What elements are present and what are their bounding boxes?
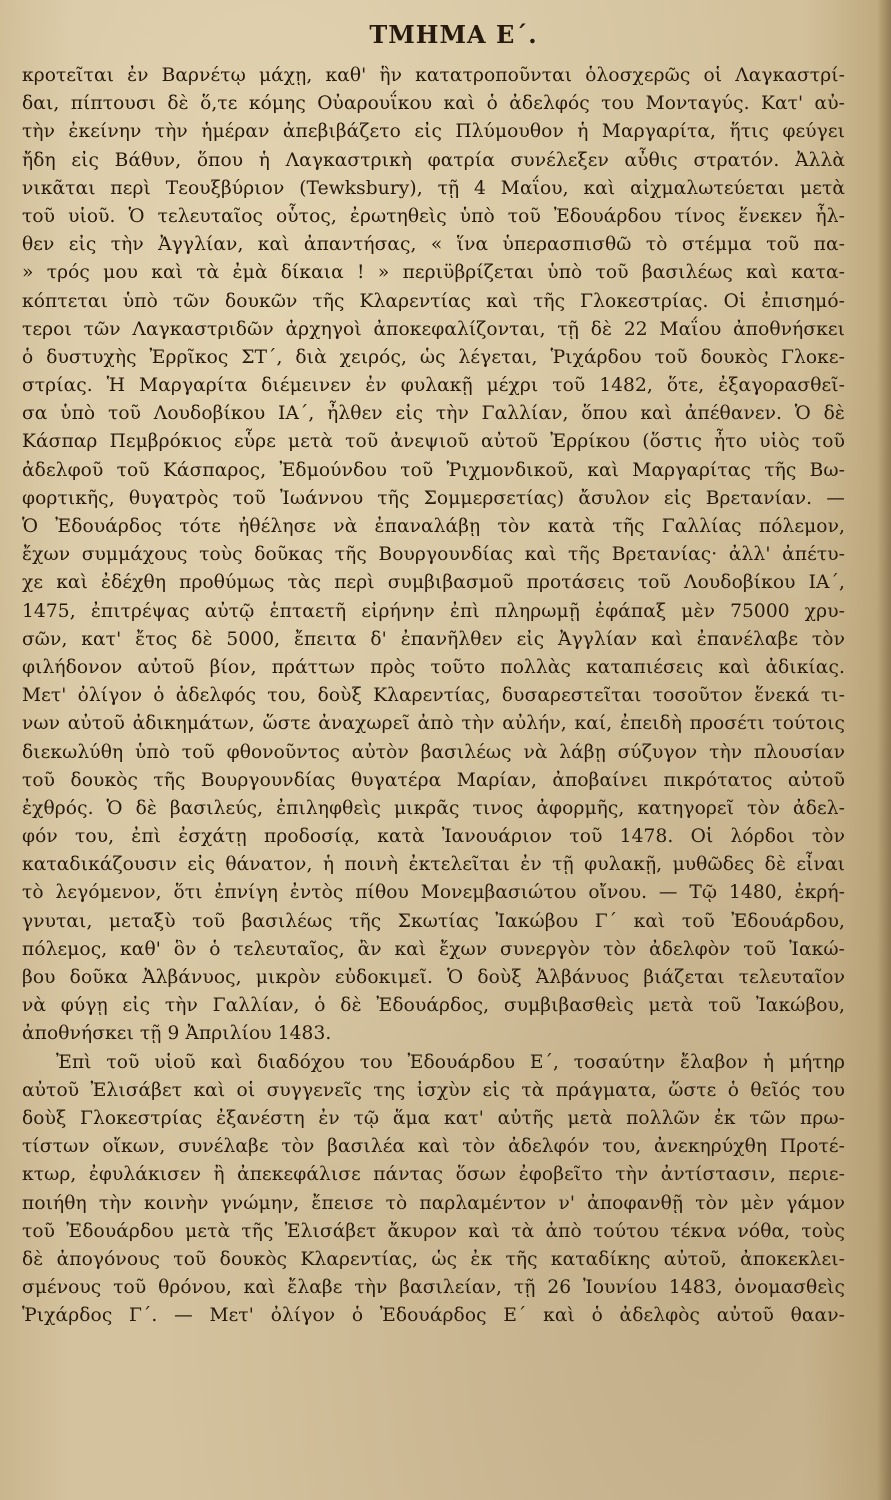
text-line: Ῥιχάρδος Γ΄. — Μετ' ὀλίγον ὁ Ἐδουάρδος Ε΄ καὶ ὁ ἀδελφὸς αὐτοῦ θααν- [22,1305,845,1327]
text-line: σα ὑπὸ τοῦ Λουδοβίκου ΙΑ΄, ἦλθεν εἰς τὴν Γαλλίαν, ὅπου καὶ ἀπέθανεν. Ὁ δὲ [22,403,845,425]
text-line: δὲ ἀπογόνους τοῦ δουκὸς Κλαρεντίας, ὡς ἐκ τῆς καταδίκης αὐτοῦ, ἀποκεκλει- [22,1248,845,1270]
text-line: αὐτοῦ Ἐλισάβετ καὶ οἱ συγγενεῖς της ἰσχὺν εἰς τὰ πράγματα, ὥστε ὁ θεῖός του [22,1079,845,1101]
text-line: σῶν, κατ' ἔτος δὲ 5000, ἔπειτα δ' ἐπανῆλθεν εἰς Ἀγγλίαν καὶ ἐπανέλαβε τὸν [22,628,845,650]
body-text [22,62,845,1330]
text-line: σμένους τοῦ θρόνου, καὶ ἔλαβε τὴν βασιλείαν, τῇ 26 Ἰουνίου 1483, ὀνομασθεὶς [22,1277,845,1299]
text-line: διεκωλύθη ὑπὸ τοῦ φθονοῦντος αὐτὸν βασιλέως νὰ λάβῃ σύζυγον τὴν πλουσίαν [22,741,845,763]
text-line: νων αὐτοῦ ἀδικημάτων, ὥστε ἀναχωρεῖ ἀπὸ τὴν αὐλήν, καί, ἐπειδὴ προσέτι τούτοις [22,713,845,735]
text-line: » τρός μου καὶ τὰ ἐμὰ δίκαια ! » περιϋβρίζεται ὑπὸ τοῦ βασιλέως καὶ κατα- [22,262,845,284]
text-line: θεν εἰς τὴν Ἀγγλίαν, καὶ ἀπαντήσας, « ἵνα ὑπερασπισθῶ τὸ στέμμα τοῦ πα- [22,234,845,256]
text-line: φόν του, ἐπὶ ἐσχάτῃ προδοσίᾳ, κατὰ Ἰανουάριον τοῦ 1478. Οἱ λόρδοι τὸν [22,826,845,848]
text-line: νικᾶται περὶ Τεουξβύριον (Tewksbury), τῇ 4 Μαΐου, καὶ αἰχμαλωτεύεται μετὰ [22,177,845,199]
text-line: ἀποθνήσκει τῇ 9 Ἀπριλίου 1483. [22,1023,332,1045]
text-line: τεροι τῶν Λαγκαστριδῶν ἀρχηγοὶ ἀποκεφαλίζονται, τῇ δὲ 22 Μαΐου ἀποθνήσκει [22,318,845,340]
section-heading: ΤΜΗΜΑ Ε΄. [369,20,538,49]
text-line: ἔχων συμμάχους τοὺς δοῦκας τῆς Βουργουνδίας καὶ τῆς Βρετανίας· ἀλλ' ἀπέτυ- [22,544,845,566]
text-line: κροτεῖται ἐν Βαρνέτῳ μάχῃ, καθ' ἣν κατατροποῦνται ὁλοσχερῶς οἱ Λαγκαστρί- [22,65,845,86]
text-line: 1475, ἐπιτρέψας αὐτῷ ἑπταετῆ εἰρήνην ἐπὶ πληρωμῇ ἐφάπαξ μὲν 75000 χρυ- [22,600,845,622]
text-line: γνυται, μεταξὺ τοῦ βασιλέως τῆς Σκωτίας Ἰακώβου Γ΄ καὶ τοῦ Ἐδουάρδου, [22,910,845,932]
text-line: τὸ λεγόμενον, ὅτι ἐπνίγη ἐντὸς πίθου Μονεμβασιώτου οἴνου. — Τῷ 1480, ἐκρή- [22,882,845,904]
text-line: ὁ δυστυχὴς Ἐρρῖκος ΣΤ΄, διὰ χειρός, ὡς λέγεται, Ῥιχάρδου τοῦ δουκὸς Γλοκε- [22,346,845,368]
text-line: φιλήδονον αὐτοῦ βίον, πράττων πρὸς τοῦτο πολλὰς καταπιέσεις καὶ ἀδικίας. [22,656,845,678]
paragraph [22,1049,845,1331]
text-line: καταδικάζουσιν εἰς θάνατον, ἡ ποινὴ ἐκτελεῖται ἐν τῇ φυλακῇ, μυθῶδες δὲ εἶναι [22,854,845,876]
text-line: νὰ φύγῃ εἰς τὴν Γαλλίαν, ὁ δὲ Ἐδουάρδος, συμβιβασθεὶς μετὰ τοῦ Ἰακώβου, [22,995,845,1017]
text-line: δαι, πίπτουσι δὲ ὅ,τε κόμης Οὐαρουΐκου καὶ ὁ ἀδελφός του Μονταγύς. Κατ' αὐ- [22,93,845,115]
text-line: ἀδελφοῦ τοῦ Κάσπαρος, Ἐδμούνδου τοῦ Ῥιχμονδικοῦ, καὶ Μαργαρίτας τῆς Βω- [22,459,845,481]
text-line: ἐχθρός. Ὁ δὲ βασιλεύς, ἐπιληφθεὶς μικρᾶς τινος ἀφορμῆς, κατηγορεῖ τὸν ἀδελ- [22,797,845,819]
text-line: πόλεμος, καθ' ὃν ὁ τελευταῖος, ἂν καὶ ἔχων συνεργὸν τὸν ἀδελφὸν τοῦ Ἰακώ- [22,938,845,960]
text-line: φορτικῆς, θυγατρὸς τοῦ Ἰωάννου τῆς Σομμερσετίας) ἄσυλον εἰς Βρετανίαν. — [22,487,845,509]
page-edge-shadow [877,0,891,1500]
text-line: τοῦ δουκὸς τῆς Βουργουνδίας θυγατέρα Μαρίαν, ἀποβαίνει πικρότατος αὐτοῦ [22,769,845,791]
text-line: τοῦ Ἐδουάρδου μετὰ τῆς Ἐλισάβετ ἄκυρον καὶ τὰ ἀπὸ τούτου τέκνα νόθα, τοὺς [22,1220,845,1242]
text-line: Ὁ Ἐδουάρδος τότε ἠθέλησε νὰ ἐπαναλάβῃ τὸν κατὰ τῆς Γαλλίας πόλεμον, [22,516,845,537]
text-line: χε καὶ ἐδέχθη προθύμως τὰς περὶ συμβιβασμοῦ προτάσεις τοῦ Λουδοβίκου ΙΑ΄, [22,572,845,594]
text-line: κτωρ, ἐφυλάκισεν ἢ ἀπεκεφάλισε πάντας ὅσων ἐφοβεῖτο τὴν ἀντίστασιν, περιε- [22,1164,845,1186]
text-line: βου δοῦκα Ἀλβάνυος, μικρὸν εὐδοκιμεῖ. Ὁ δοὺξ Ἀλβάνυος βιάζεται τελευταῖον [22,967,845,988]
text-line: τὴν ἐκείνην τὴν ἡμέραν ἀπεβιβάζετο εἰς Πλύμουθον ἡ Μαργαρίτα, ἥτις φεύγει [22,121,845,143]
text-line: ἤδη εἰς Βάθυν, ὅπου ἡ Λαγκαστρικὴ φατρία συνέλεξεν αὖθις στρατόν. Ἀλλὰ [22,149,845,171]
text-line: κόπτεται ὑπὸ τῶν δουκῶν τῆς Κλαρεντίας καὶ τῆς Γλοκεστρίας. Οἱ ἐπισημό- [22,290,845,312]
text-line: τοῦ υἱοῦ. Ὁ τελευταῖος οὗτος, ἐρωτηθεὶς ὑπὸ τοῦ Ἐδουάρδου τίνος ἕνεκεν ἦλ- [22,205,845,227]
paragraph [22,62,845,1049]
text-line: Μετ' ὀλίγον ὁ ἀδελφός του, δοὺξ Κλαρεντίας, δυσαρεστεῖται τοσοῦτον ἕνεκά τι- [22,685,845,707]
text-line: στρίας. Ἡ Μαργαρίτα διέμεινεν ἐν φυλακῇ μέχρι τοῦ 1482, ὅτε, ἐξαγορασθεῖ- [22,375,845,397]
text-line: Κάσπαρ Πεμβρόκιος εὗρε μετὰ τοῦ ἀνεψιοῦ αὐτοῦ Ἐρρίκου (ὅστις ἦτο υἱὸς τοῦ [22,431,845,453]
text-line: δοὺξ Γλοκεστρίας ἐξανέστη ἐν τῷ ἅμα κατ' αὐτῆς μετὰ πολλῶν ἐκ τῶν πρω- [22,1107,845,1129]
text-line: ποιήθη τὴν κοινὴν γνώμην, ἔπεισε τὸ παρλαμέντον ν' ἀποφανθῇ τὸν μὲν γάμον [22,1192,845,1214]
text-line: Ἐπὶ τοῦ υἱοῦ καὶ διαδόχου του Ἐδουάρδου Ε΄, τοσαύτην ἔλαβον ἡ μήτηρ [56,1051,845,1073]
text-line: τίστων οἴκων, συνέλαβε τὸν βασιλέα καὶ τὸν ἀδελφόν του, ἀνεκηρύχθη Προτέ- [22,1136,845,1158]
